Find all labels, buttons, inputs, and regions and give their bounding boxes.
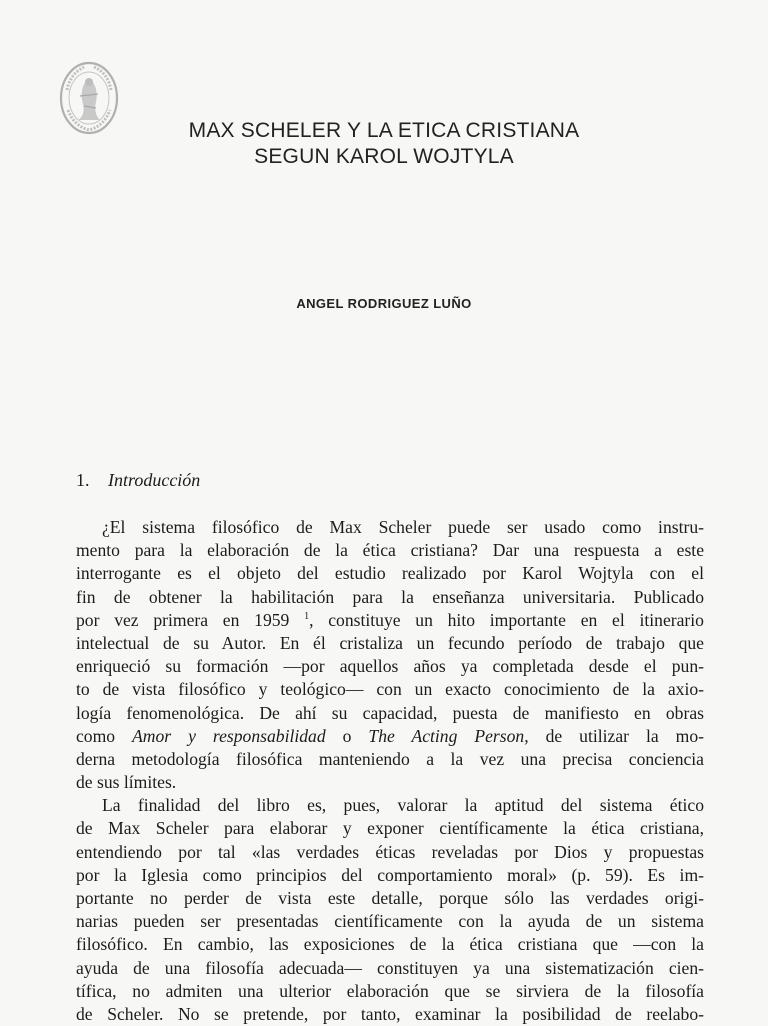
footnote-ref: 1 (304, 610, 310, 622)
article-title (0, 118, 768, 170)
body-line: intelectual de su Autor. En él cristaliza un fecundo período de trabajo que (76, 632, 704, 653)
section-title: Introducción (108, 470, 201, 490)
body-line: por la Iglesia como principios del comportamiento moral» (p. 59). Es im- (76, 864, 704, 885)
body-line: filosófico. En cambio, las exposiciones de la ética cristiana que —con la (76, 934, 704, 955)
body-line: La finalidad del libro es, pues, valorar la aptitud del sistema ético (102, 795, 704, 816)
body-line: mento para la elaboración de la ética cristiana? Dar una respuesta a este (76, 540, 704, 561)
body-text-run: de utilizar la mo- (528, 725, 704, 746)
body-line: de Scheler. No se pretende, por tanto, examinar la posibilidad de reelabo- (76, 1003, 704, 1024)
body-line: fin de obtener la habilitación para la enseñanza universitaria. Publicado (76, 586, 704, 607)
body-line: interrogante es el objeto del estudio realizado por Karol Wojtyla con el (76, 563, 704, 584)
author-name: ANGEL RODRIGUEZ LUÑO (296, 296, 472, 311)
body-line (76, 609, 704, 632)
book-title-italic: The Acting Person, (368, 725, 529, 746)
title-line-2: SEGUN KAROL WOJTYLA (254, 145, 514, 168)
body-text-run: , constituye un hito importante en el itinerario (309, 609, 704, 630)
body-text-run: por vez primera en 1959 (76, 609, 290, 630)
section-heading (76, 470, 200, 491)
body-line: de Max Scheler para elaborar y exponer científicamente la ética cristiana, (76, 818, 704, 839)
body-line: narias pueden ser presentadas científicamente con la ayuda de un sistema (76, 911, 704, 932)
body-line: to de vista filosófico y teológico— con un exacto conocimiento de la axio- (76, 679, 704, 700)
body-text-run: como (76, 725, 133, 746)
body-line: enriqueció su formación —por aquellos años ya completada desde el pun- (76, 656, 704, 677)
body-line: derna metodología filosófica manteniendo a la vez una precisa conciencia (76, 748, 704, 769)
body-line: tífica, no admiten una ulterior elaboración que se sirviera de la filosofía (76, 980, 704, 1001)
body-line (76, 725, 704, 748)
body-text-run: o (325, 725, 369, 746)
body-line: de sus límites. (76, 772, 177, 793)
title-line-1: MAX SCHELER Y LA ETICA CRISTIANA (188, 119, 580, 142)
body-line: entendiendo por tal «las verdades éticas reveladas por Dios y propuestas (76, 841, 704, 862)
section-number: 1. (76, 470, 90, 490)
book-title-italic: Amor y responsabilidad (132, 725, 326, 746)
body-line: logía fenomenológica. De ahí su capacidad, puesta de manifiesto en obras (76, 702, 704, 723)
body-text (76, 516, 704, 1026)
body-line: ¿El sistema filosófico de Max Scheler puede ser usado como instru- (102, 517, 704, 537)
body-line: portante no perder de vista este detalle, porque sólo las verdades origi- (76, 888, 704, 908)
body-line: ayuda de una filosofía adecuada— constituyen ya una sistematización cien- (76, 957, 704, 978)
